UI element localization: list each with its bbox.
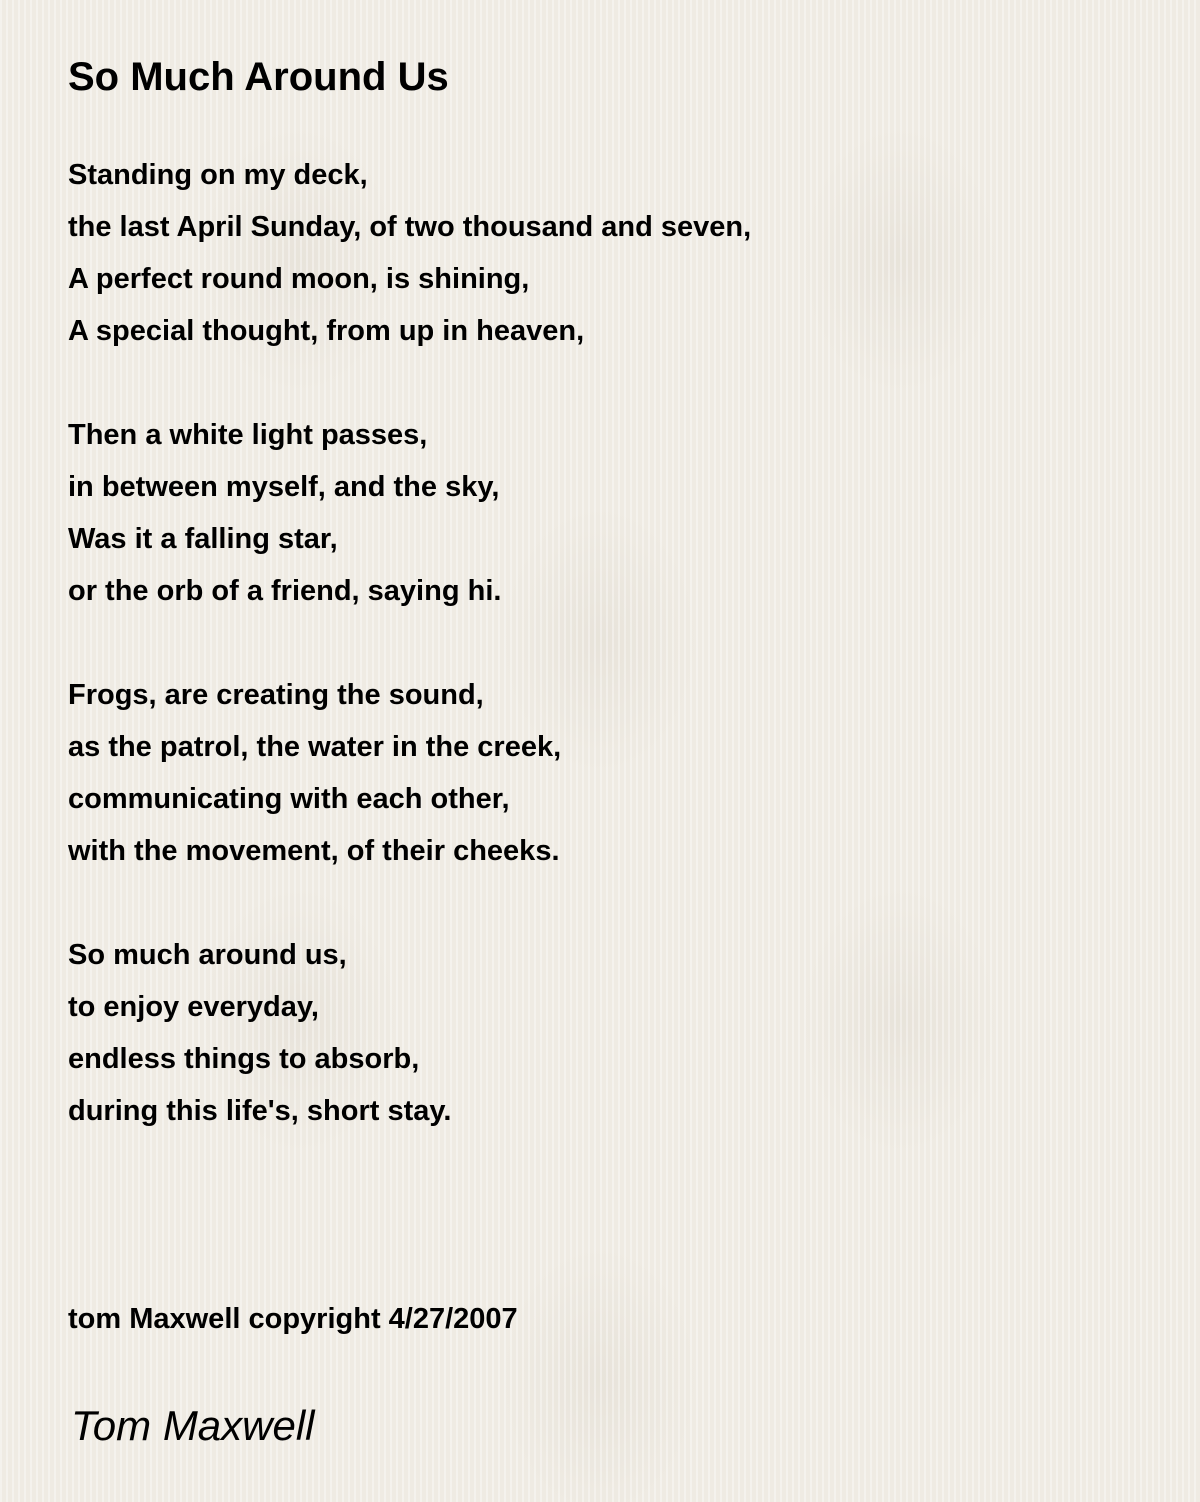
poem-body <box>68 149 1148 1137</box>
poem-title: So Much Around Us <box>68 55 449 99</box>
poem-line: with the movement, of their cheeks. <box>68 835 560 867</box>
stanza-1 <box>68 149 1148 357</box>
poem-line: Frogs, are creating the sound, <box>68 679 484 711</box>
author-signature: Tom Maxwell <box>71 1402 315 1449</box>
stanza-gap <box>68 617 1148 669</box>
poem-line: Standing on my deck, <box>68 159 368 191</box>
stanza-3 <box>68 669 1148 877</box>
poem-line: in between myself, and the sky, <box>68 471 500 503</box>
poem-line: or the orb of a friend, saying hi. <box>68 575 502 607</box>
poem-line: the last April Sunday, of two thousand and seven, <box>68 211 752 243</box>
poem-line: Was it a falling star, <box>68 523 338 555</box>
poem-line: endless things to absorb, <box>68 1043 420 1075</box>
poem-line: during this life's, short stay. <box>68 1095 452 1127</box>
poem-line: communicating with each other, <box>68 783 510 815</box>
poem-line: A special thought, from up in heaven, <box>68 315 585 347</box>
poem-line: A perfect round moon, is shining, <box>68 263 530 295</box>
stanza-gap <box>68 357 1148 409</box>
poem-line: as the patrol, the water in the creek, <box>68 731 562 763</box>
stanza-2 <box>68 409 1148 617</box>
poem-line: Then a white light passes, <box>68 419 428 451</box>
copyright-line: tom Maxwell copyright 4/27/2007 <box>68 1303 518 1335</box>
stanza-gap <box>68 877 1148 929</box>
poem-line: So much around us, <box>68 939 347 971</box>
stanza-4 <box>68 929 1148 1137</box>
poem-line: to enjoy everyday, <box>68 991 319 1023</box>
